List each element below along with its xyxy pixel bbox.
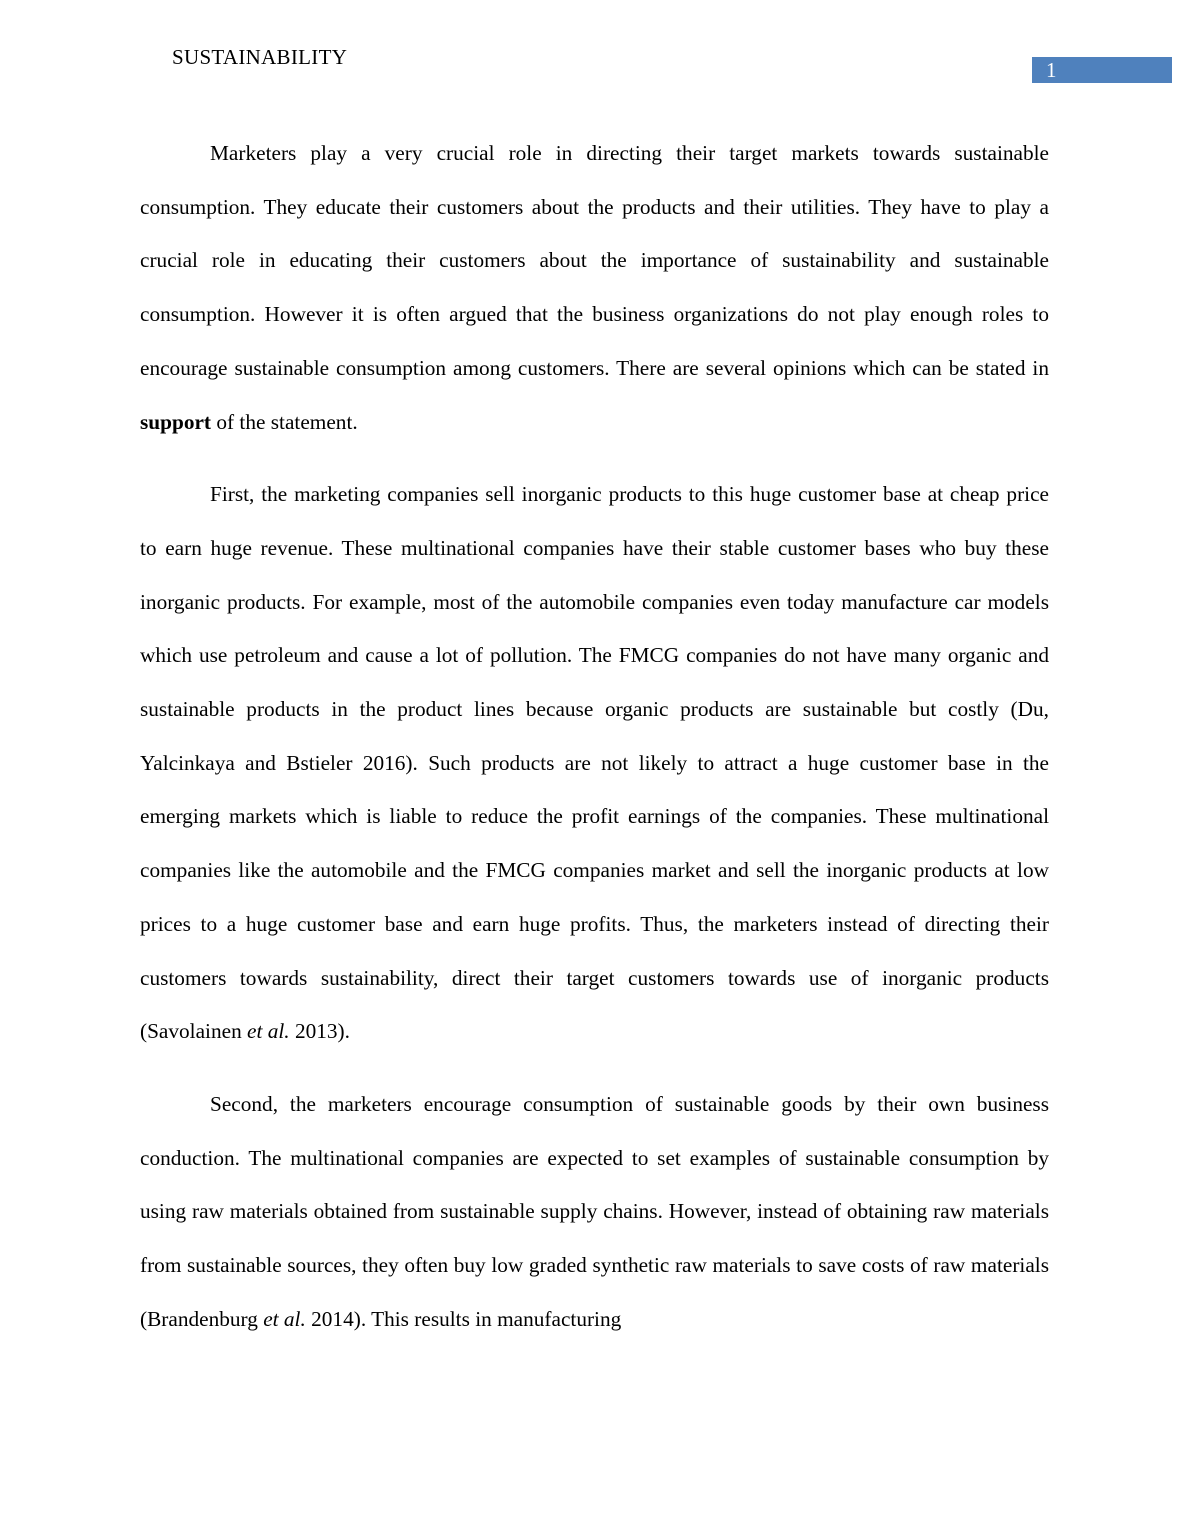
paragraph-1-bold-word: support xyxy=(140,409,212,434)
running-head: SUSTAINABILITY xyxy=(172,45,348,69)
page-number: 1 xyxy=(1046,58,1057,82)
paragraph-3-citation-italic: et al. xyxy=(263,1306,306,1331)
paragraph-3-text-a: Second, the marketers encourage consumption of sustainable goods by their own business conduction. The multinational companies are expected to set examples of sustainable consumption by using raw materials obtained from sustainable supply chains. However, instead of obtaining raw materials from sustainable sources, they often buy low graded synthetic raw materials to save costs of raw materials (Brandenburg xyxy=(140,1091,1049,1331)
paragraph-2-text-b: 2013). xyxy=(289,1019,350,1044)
paragraph-3 xyxy=(140,1078,1049,1347)
paragraph-2-text-a: First, the marketing companies sell inorganic products to this huge customer base at cheap price to earn huge revenue. These multinational companies have their stable customer bases who buy these inorganic products. For example, most of the automobile companies even today manufacture car models which use petroleum and cause a lot of pollution. The FMCG companies do not have many organic and sustainable products in the product lines because organic products are sustainable but costly (Du, Yalcinkaya and Bstieler 2016). Such products are not likely to attract a huge customer base in the emerging markets which is liable to reduce the profit earnings of the companies. These multinational companies like the automobile and the FMCG companies market and sell the inorganic products at low prices to a huge customer base and earn huge profits. Thus, the marketers instead of directing their customers towards sustainability, direct their target customers towards use of inorganic products (Savolainen xyxy=(140,482,1049,1044)
paragraph-1-text-a: Marketers play a very crucial role in directing their target markets towards sustainable consumption. They educate their customers about the products and their utilities. They have to play a crucial role in educating their customers about the importance of sustainability and sustainable consumption. However it is often argued that the business organizations do not play enough roles to encourage sustainable consumption among customers. There are several opinions which can be stated in xyxy=(140,141,1049,380)
document-body xyxy=(140,127,1049,1365)
paragraph-1-text-b: of the statement. xyxy=(211,409,358,434)
page-number-badge xyxy=(1032,57,1172,83)
paragraph-1 xyxy=(140,127,1049,449)
paragraph-2-citation-italic: et al. xyxy=(247,1019,290,1044)
paragraph-3-text-b: 2014). This results in manufacturing xyxy=(305,1306,622,1331)
paragraph-2 xyxy=(140,468,1049,1059)
